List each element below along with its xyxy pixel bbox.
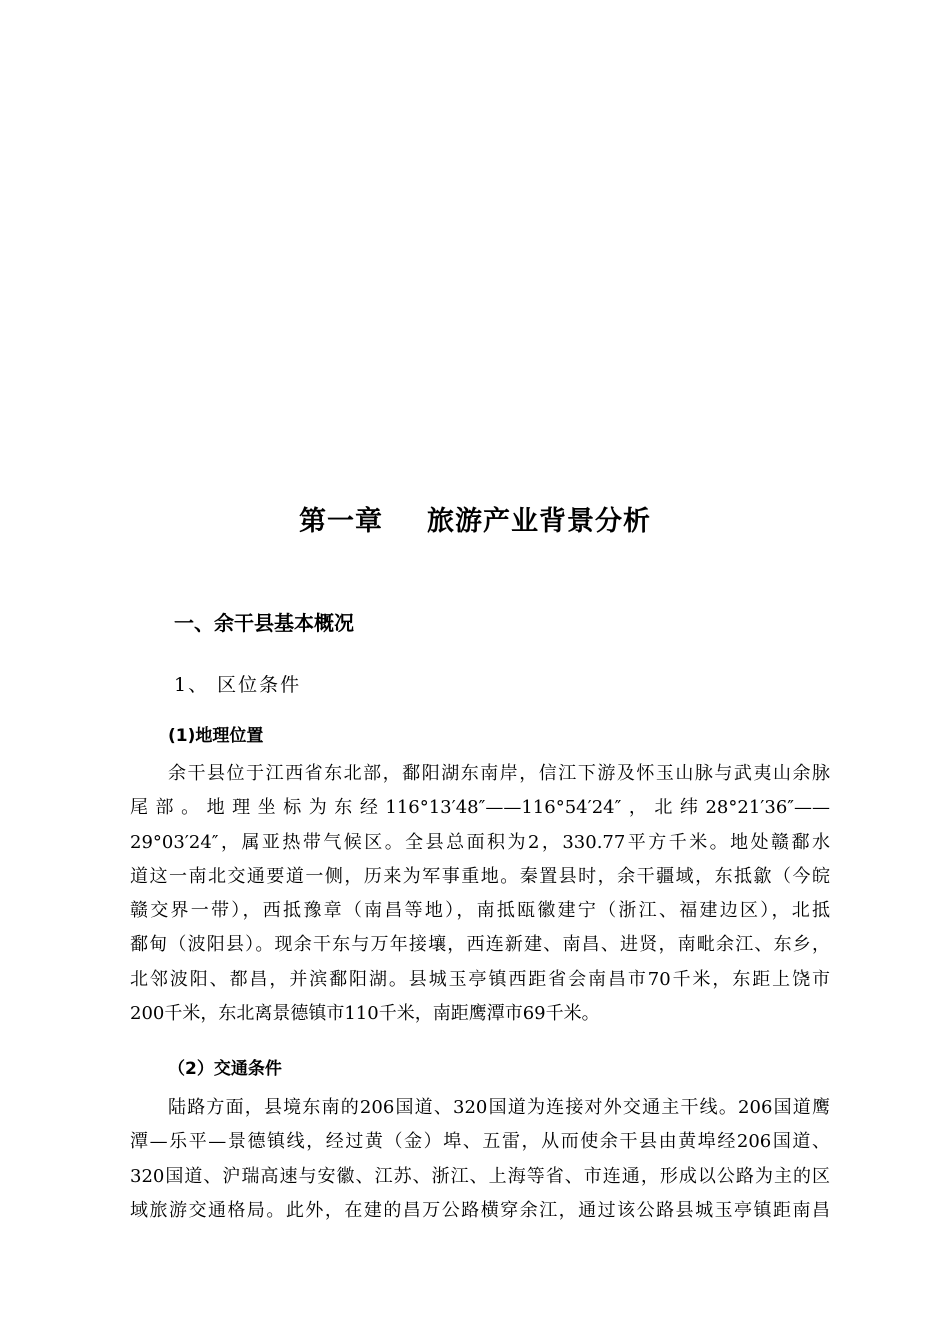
paragraph-line: 北邻波阳、都昌，并滨鄱阳湖。县城玉亭镇西距省会南昌市70千米，东距上饶市 xyxy=(130,968,830,990)
paragraph-line: 余干县位于江西省东北部，鄱阳湖东南岸，信江下游及怀玉山脉与武夷山余脉 xyxy=(168,763,830,784)
paragraph-line: 赣交界一带），西抵豫章（南昌等地），南抵瓯徽建宁（浙江、福建边区），北抵 xyxy=(130,900,830,922)
geo-heading: (1)地理位置 xyxy=(168,726,264,746)
section-title: 一、余干县基本概况 xyxy=(174,611,354,635)
paragraph-line: 潭—乐平—景德镇线，经过黄（金）埠、五雷，从而使余干县由黄埠经206国道、 xyxy=(130,1131,830,1153)
paragraph-line: 域旅游交通格局。此外，在建的昌万公路横穿余江，通过该公路县城玉亭镇距南昌 xyxy=(130,1199,830,1221)
paragraph-line: 320国道、沪瑞高速与安徽、江苏、浙江、上海等省、市连通，形成以公路为主的区 xyxy=(130,1165,830,1187)
paragraph-line: 鄱甸（波阳县）。现余干东与万年接壤，西连新建、南昌、进贤，南毗余江、东乡， xyxy=(130,934,830,956)
paragraph-line: 29°03′24″，属亚热带气候区。全县总面积为2，330.77平方千米。地处赣鄱水 xyxy=(130,831,830,853)
traffic-paragraph xyxy=(130,1091,830,1228)
paragraph-line: 道这一南北交通要道一侧，历来为军事重地。秦置县时，余干疆域，东抵歙（今皖 xyxy=(130,865,830,887)
geo-paragraph xyxy=(130,757,830,1031)
subsection-title: 1、 区位条件 xyxy=(174,674,302,696)
paragraph-line: 尾部。地理坐标为东经116°13′48″——116°54′24″，北纬28°21′36″—— xyxy=(130,797,830,819)
chapter-title xyxy=(0,500,950,544)
chapter-number: 第一章 xyxy=(299,506,383,537)
traffic-heading: （2）交通条件 xyxy=(168,1059,282,1079)
paragraph-line: 陆路方面，县境东南的206国道、320国道为连接对外交通主干线。206国道鹰 xyxy=(168,1097,830,1118)
paragraph-line: 200千米，东北离景德镇市110千米，南距鹰潭市69千米。 xyxy=(130,1003,600,1025)
chapter-name: 旅游产业背景分析 xyxy=(427,506,651,537)
